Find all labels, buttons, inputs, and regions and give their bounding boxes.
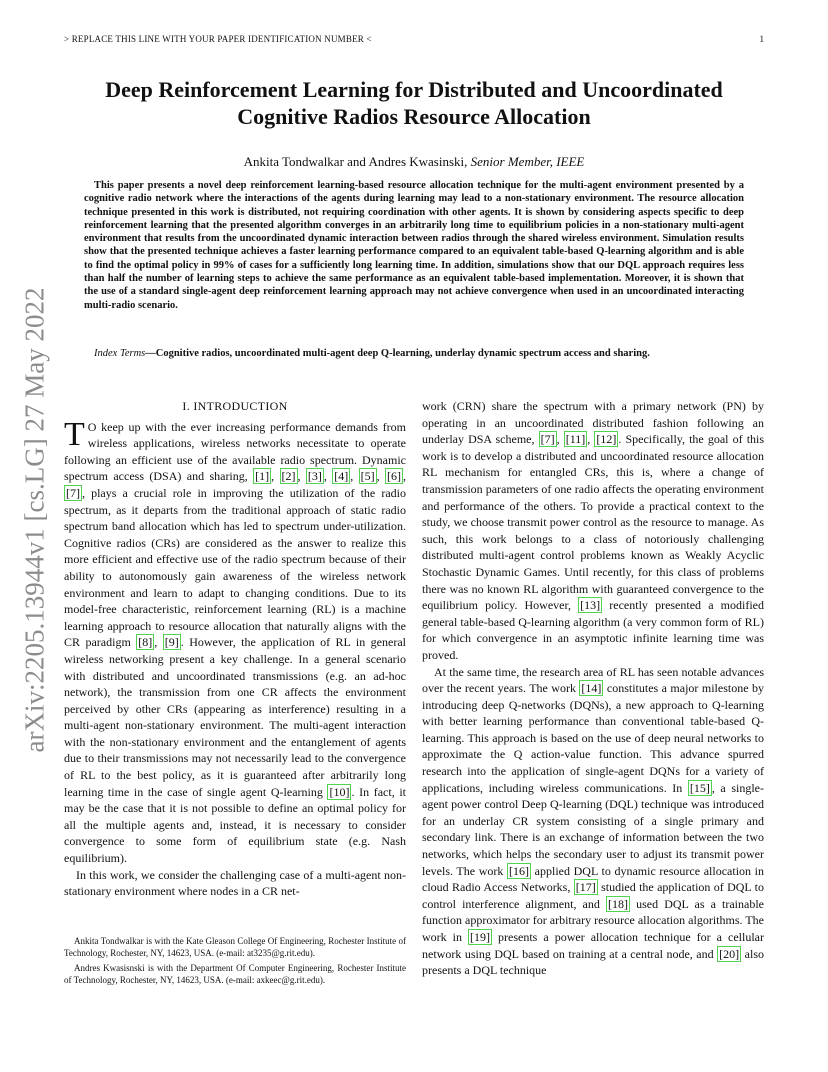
intro-text: used DQL as a trainable function approximator for arbitrary resource allocation algorithms. The work in bbox=[422, 896, 765, 944]
citation-link[interactable]: [10] bbox=[329, 784, 350, 799]
citation-link[interactable]: [11] bbox=[565, 432, 586, 447]
citation-link[interactable]: [13] bbox=[580, 598, 601, 613]
citation-link[interactable]: [2] bbox=[281, 469, 296, 484]
citation-link[interactable]: [3] bbox=[307, 469, 322, 484]
intro-text: At the same time, the research area of RL has seen notable advances over the recent years. The work bbox=[422, 664, 764, 696]
citation-link[interactable]: [17] bbox=[575, 880, 596, 895]
intro-text: , a single-agent power control Deep Q-learning (DQL) technique was introduced for an underlay CR system consisting of a single primary and secondary link. There is an exchange of information between the two networks, which helps the secondary user to adjust its transmit power levels. The work bbox=[422, 780, 764, 878]
citation-link[interactable]: [4] bbox=[334, 469, 349, 484]
footnote-author-1: Ankita Tondwalkar is with the Kate Gleason College Of Engineering, Rochester Institute of Technology, Rochester, NY, 14623, USA. (e-mail: at3235@g.rit.edu). bbox=[64, 936, 406, 958]
index-terms bbox=[84, 347, 744, 360]
intro-text: . In fact, it may be the case that it is not possible to define an optimal policy for all the multiple agents and, instead, it is necessary to consider convergence to some form of equilibrium state (e.g. Nash equilibrium). bbox=[64, 784, 406, 866]
citation-link[interactable]: [19] bbox=[470, 930, 491, 944]
index-terms-label: Index Terms bbox=[94, 348, 146, 359]
author-line bbox=[64, 154, 764, 170]
footnotes bbox=[64, 935, 406, 989]
intro-text: work (CRN) share the spectrum with a primary network (PN) by operating in an uncoordinated distributed fashion following an underlay DSA scheme, bbox=[422, 399, 764, 447]
citation-link[interactable]: [20] bbox=[719, 946, 740, 961]
intro-text: constitutes a major milestone by introducing deep Q-networks (DQNs), a new approach to Q-learning with better learning performance than conventional table-based Q-learning. This approach is based on the use of deep neural networks to approximate the Q action-value function. This advance spurred research into the application of single-agent DQNs for a variety of applications, including wireless communications. In bbox=[422, 681, 764, 795]
intro-paragraph-1: T O keep up with the ever increasing performance demands from wireless applications, wireless networks necessitate to operate following an efficient use of the available radio spectrum. Dynamic spectrum access (DSA) and sharing, [1] , [2] , [3] , [4] , [5] , [6] , [7] , plays a crucial role in improving the utilization of the radio spectrum, as it departs from the traditional approach of static radio spectrum band allocation which has led to spectrum under-utilization. Cognitive radios (CRs) are considered as the answer to realize this more efficient and effective use of the radio spectrum because of their ability to autonomously gain awareness of the wireless network environment and learn to adapt to changing conditions. Due to its model-free characteristic, reinforcement learning (RL) is a machine learning approach to resource allocation that naturally aligns with the CR paradigm [8] , [9] . However, the application of RL in general wireless networking present a key challenge. In a general scenario with distributed and uncoordinated transmissions (e.g. an ad-hoc network), the transmission from one CR affects the environment perceived by other CRs (appearing as interference) resulting in a multi-agent non-stationary environment. The multi-agent interaction with the non-stationary environment and the entanglement of agents due to their transmissions may not necessarily lead to the convergence of RL to the best policy, as it is guaranteed after arbitrarily long learning time in the case of single agent Q-learning [10] . In fact, it may be the case that it is not possible to define an optimal policy for all the multiple agents and, instead, it is necessary to consider convergence to some form of equilibrium state (e.g. Nash equilibrium). bbox=[64, 415, 407, 866]
citation-link[interactable]: [1] bbox=[255, 469, 270, 484]
arxiv-stamp bbox=[8, 280, 62, 760]
intro-text: . Specifically, the goal of this work is to develop a distributed and uncoordinated resource allocation RL mechanism for entangled CRs, this is, where a change of transmission parameters of one radio affects the operating environment and performance of the others. To provide a practical context to the study, we choose transmit power control as the resource to manage. As such, this work belongs to a class of notoriously challenging distributed multi-agent control problems known as Weakly Acyclic Stochastic Dynamic Games. Until recently, for this class of problems there was no known RL algorithm with guaranteed convergence to the equilibrium policy. However, bbox=[422, 432, 765, 613]
arxiv-stamp-text: arXiv:2205.13944v1 [cs.LG] 27 May 2022 bbox=[19, 287, 50, 753]
citation-link[interactable]: [15] bbox=[689, 780, 710, 795]
citation-link[interactable]: [12] bbox=[596, 432, 617, 447]
right-column bbox=[422, 398, 764, 979]
intro-paragraph-4 bbox=[422, 664, 764, 979]
citation-link[interactable]: [14] bbox=[581, 681, 602, 696]
abstract: This paper presents a novel deep reinforcement learning-based resource allocation technique for the multi-agent environment presented by a cognitive radio network where the interactions of the agents during learning may lead to a non-stationary environment. The resource allocation technique presented in this work is distributed, not requiring coordination with other agents. It is shown by considering aspects specific to deep reinforcement learning that the presented algorithm converges in an arbitrarily long time to equilibrium policies in a non-stationary multi-agent environment that results from the uncoordinated dynamic interaction between radios through the shared wireless environment. Simulation results show that the presented technique achieves a faster learning performance compared to an equivalent table-based Q-learning algorithm and is able to find the optimal policy in 99% of cases for a sufficiently long learning time. In addition, simulations show that our DQL approach requires less than half the number of learning steps to achieve the same performance as an equivalent table-based implementation. Moreover, it is shown that the use of a standard single-agent deep reinforcement learning approach may not achieve convergence when used in an uncoordinated interacting multi-radio scenario. bbox=[84, 180, 744, 311]
index-terms-text: —Cognitive radios, uncoordinated multi-agent deep Q-learning, underlay dynamic spectrum access and sharing. bbox=[145, 348, 650, 359]
paper-title: Deep Reinforcement Learning for Distributed and Uncoordinated Cognitive Radios Resource Allocation bbox=[105, 77, 723, 129]
intro-text: applied DQL to dynamic resource allocation in cloud Radio Access Networks, bbox=[422, 863, 765, 895]
left-column bbox=[64, 398, 406, 900]
citation-link[interactable]: [16] bbox=[509, 863, 530, 878]
intro-text: O keep up with the ever increasing performance demands from wireless applications, wireless networks necessitate to operate following an efficient use of the available radio spectrum. Dynamic spectrum access (DSA) and sharing, bbox=[64, 419, 406, 484]
citation-link[interactable]: [9] bbox=[164, 635, 179, 650]
intro-paragraph-2: In this work, we consider the challenging case of a multi-agent non-stationary environment where nodes in a CR net- bbox=[64, 867, 406, 899]
citation-link[interactable]: [18] bbox=[608, 896, 628, 911]
citation-link[interactable]: [6] bbox=[387, 469, 402, 484]
footnote-author-2: Andres Kwasisnski is with the Department Of Computer Engineering, Rochester Institute of Technology, Rochester, NY, 14623, USA. (e-mail: axkeec@g.rit.edu). bbox=[64, 963, 406, 985]
author-affiliation: Senior Member, IEEE bbox=[470, 154, 585, 169]
intro-text: studied the application of DQL to control interference alignment, and bbox=[422, 880, 765, 911]
citation-link[interactable]: [7] bbox=[540, 432, 555, 447]
intro-paragraph-3: work (CRN) share the spectrum with a primary network (PN) by operating in an uncoordinated distributed fashion following an underlay DSA scheme, [7] , [11] , [12] . Specifically, the goal of this work is to develop a distributed and uncoordinated resource allocation RL mechanism for entangled CRs, this is, where a change of transmission parameters of one radio affects the operating environment and performance of the others. To provide a practical context to the study, we choose transmit power control as the resource to manage. As such, this work belongs to a class of notoriously challenging distributed multi-agent control problems known as Weakly Acyclic Stochastic Dynamic Games. Until recently, for this class of problems there was no known RL algorithm with guaranteed convergence to the equilibrium policy. However, [13] recently presented a modified general table-based Q-learning algorithm (a very common form of RL) for which convergence in an asymptotic infinite learning time was proved. bbox=[422, 399, 765, 662]
intro-text: . However, the application of RL in general wireless networking present a key challenge. In a general scenario with distributed and uncoordinated transmissions (e.g. an ad-hoc network), the transmission from one CR affects the environment perceived by other CRs (appearing as interference) resulting in a multi-agent non-stationary environment. The multi-agent interaction with the non-stationary environment and the entanglement of agents due to their transmissions may not necessarily lead to the convergence of RL to the best policy, as it is guaranteed after arbitrarily long learning time in the case of single agent Q-learning bbox=[64, 635, 406, 799]
section-heading: I. INTRODUCTION bbox=[182, 399, 288, 413]
author-names: Ankita Tondwalkar and Andres Kwasinski, bbox=[243, 154, 471, 169]
intro-text: also presents a DQL technique bbox=[422, 946, 764, 978]
intro-text: recently presented a modified general table-based Q-learning algorithm (a very common form of RL) for which convergence in an asymptotic infinite learning time was proved. bbox=[422, 598, 764, 662]
citation-link[interactable]: [7] bbox=[66, 485, 80, 500]
page-number: 1 bbox=[759, 34, 764, 44]
drop-cap: T bbox=[64, 415, 85, 453]
citation-link[interactable]: [8] bbox=[138, 635, 153, 650]
intro-text: , plays a crucial role in improving the utilization of the radio spectrum, as it departs from the traditional approach of static radio spectrum band allocation which has led to spectrum under-utilization. Cognitive radios (CRs) are considered as the answer to realize this more efficient and effective use of the radio spectrum because of their ability to autonomously gain awareness of the wireless network environment and learn to adapt to changing conditions. Due to its model-free characteristic, reinforcement learning (RL) is a machine learning approach to resource allocation that naturally aligns with the CR paradigm bbox=[64, 485, 406, 650]
intro-text: presents a power allocation technique for a cellular network using DQL based on training at a central node, and bbox=[422, 930, 764, 961]
running-head: > REPLACE THIS LINE WITH YOUR PAPER IDENTIFICATION NUMBER < bbox=[64, 34, 372, 44]
citation-link[interactable]: [5] bbox=[360, 469, 375, 484]
